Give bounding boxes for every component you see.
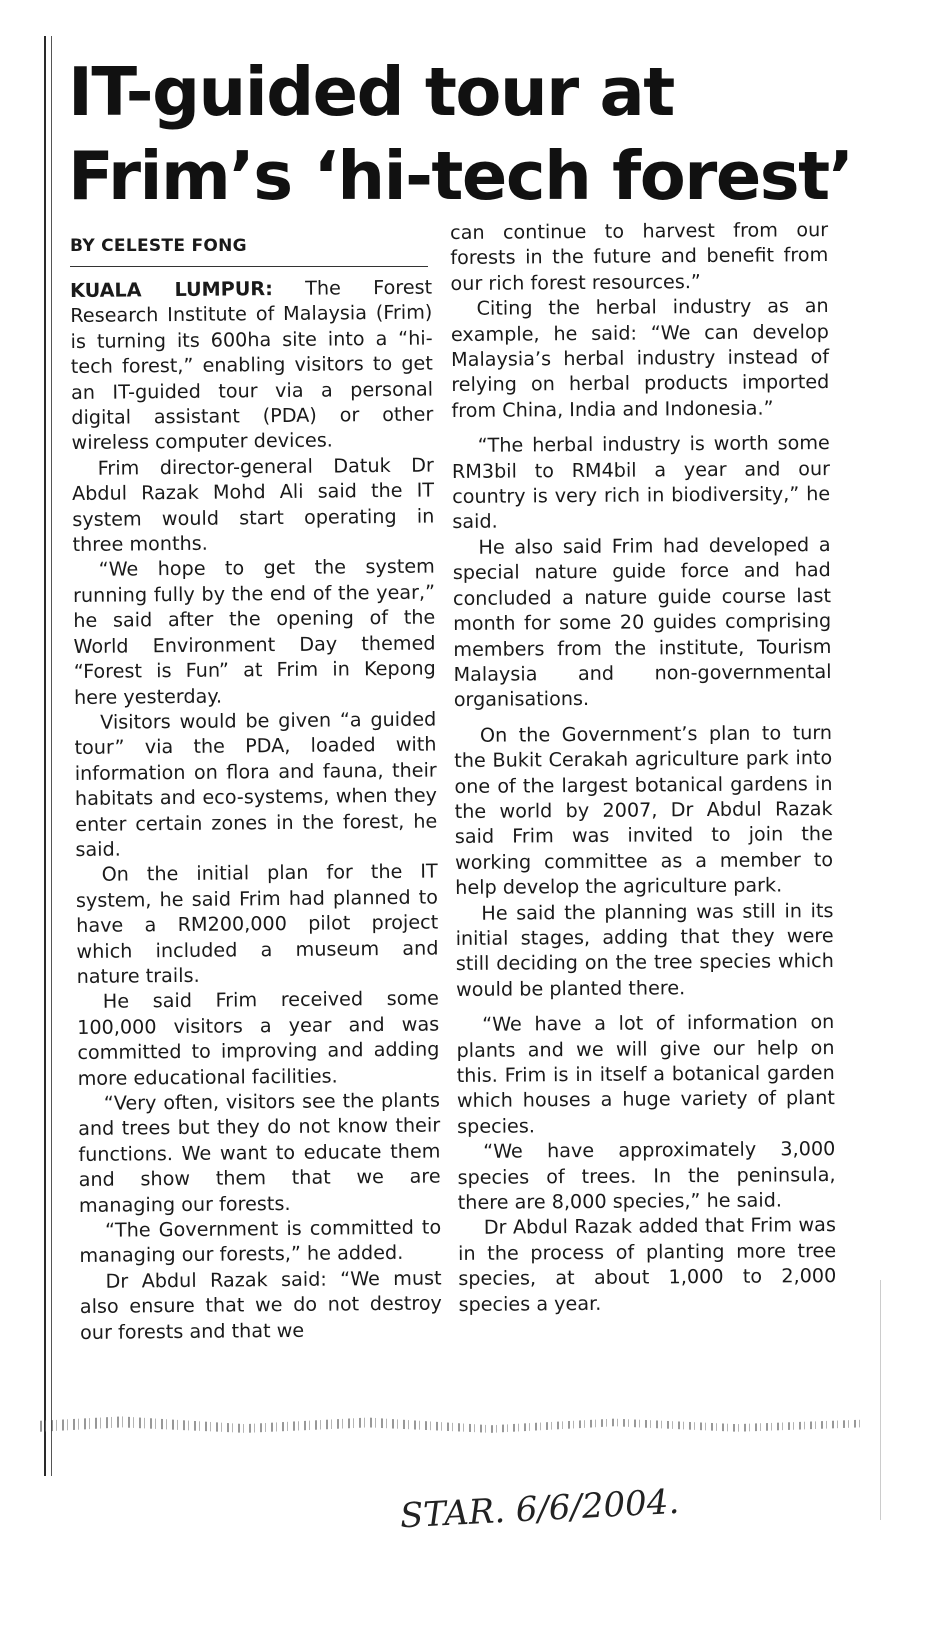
paragraph: He said Frim received some 100,000 visitors a year and was committed to improving and adding more educational facilities. xyxy=(77,986,440,1090)
column-1 xyxy=(70,275,442,1345)
dateline: KUALA LUMPUR: xyxy=(70,277,273,302)
paragraph: can continue to harvest from our forests in the future and benefit from our rich forest resources.” xyxy=(450,218,829,295)
paragraph: “Very often, visitors see the plants and trees but they do not know their functions. We want to educate them and show them that we are managing our forests. xyxy=(78,1088,441,1217)
scan-edge xyxy=(880,1280,881,1520)
left-border-rule-inner xyxy=(51,36,52,1476)
paragraph: “The herbal industry is worth some RM3bil to RM4bil a year and our country is very rich in biodiversity,” he said. xyxy=(451,431,831,534)
column-2 xyxy=(450,217,837,1317)
byline: BY CELESTE FONG xyxy=(70,236,247,256)
paragraph: Citing the herbal industry as an example, he said: “We can develop Malaysia’s herbal industry instead of relying on herbal products imported from China, India and Indonesia.” xyxy=(450,294,830,422)
paragraph: “We have a lot of information on plants and we will give our help on this. Frim is in itself a botanical garden which houses a huge variety of plant species. xyxy=(456,1010,835,1138)
paragraph-text: The Forest Research Institute of Malaysia (Frim) is turning its 600ha site into a “hi-tech forest,” enabling visitors to get an IT-guided tour via a personal digital assistant (PDA) or other wireless computer devices. xyxy=(70,275,434,455)
torn-edge xyxy=(40,1412,860,1434)
paragraph: “We have approximately 3,000 species of trees. In the peninsula, there are 8,000 species,” he said. xyxy=(457,1137,836,1215)
byline-rule xyxy=(70,266,428,267)
handwritten-date: STAR. 6/6/2004. xyxy=(399,1481,681,1537)
headline-line-2: Frim’s ‘hi-tech forest’ xyxy=(68,137,853,215)
paragraph: “The Government is committed to managing our forests,” he added. xyxy=(79,1215,442,1268)
paragraph: Frim director-general Datuk Dr Abdul Razak Mohd Ali said the IT system would start operating in three months. xyxy=(71,453,435,557)
paragraph: Dr Abdul Razak added that Frim was in the process of planting more tree species, at about 1,000 to 2,000 species a year. xyxy=(458,1213,837,1316)
left-border-rule xyxy=(44,36,46,1476)
paragraph: “We hope to get the system running fully by the end of the year,” he said after the opening of the World Environment Day themed “Forest is Fun” at Frim in Kepong here yesterday. xyxy=(72,554,436,709)
paragraph-1 xyxy=(70,275,434,456)
paragraph: He also said Frim had developed a special nature guide force and had concluded a nature guide course last month for some 20 guides comprising members from the institute, Tourism Malaysia and non-governmental organisations. xyxy=(452,532,832,712)
paragraph: Dr Abdul Razak said: “We must also ensure that we do not destroy our forests and that we xyxy=(79,1266,442,1344)
paragraph: On the initial plan for the IT system, he said Frim had planned to have a RM200,000 pilot project which included a museum and nature trails. xyxy=(75,859,439,988)
headline xyxy=(68,50,888,218)
headline-line-1: IT-guided tour at xyxy=(68,53,674,131)
handwritten-annotation xyxy=(380,1470,800,1540)
paragraph: He said the planning was still in its initial stages, adding that they were still deciding on the tree species which would be planted there. xyxy=(455,898,834,1001)
paragraph: Visitors would be given “a guided tour” via the PDA, loaded with information on flora and fauna, their habitats and eco-systems, when they enter certain zones in the forest, he said. xyxy=(74,707,438,861)
paragraph: On the Government’s plan to turn the Bukit Cerakah agriculture park into one of the largest botanical gardens in the world by 2007, Dr Abdul Razak said Frim was invited to join the working committee as a member to help develop the agriculture park. xyxy=(454,720,834,900)
